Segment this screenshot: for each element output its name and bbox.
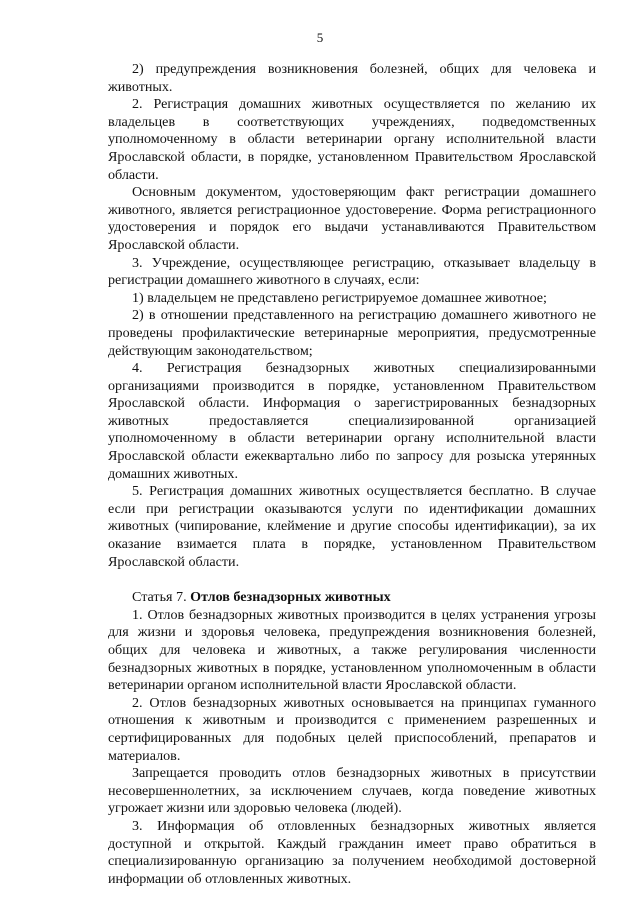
paragraph: Основным документом, удостоверяющим факт регистрации домашнего животного, является регистрационное удостоверение. Форма регистрационного удостоверения и порядок его выдачи устанавливаются Правительством Ярославской области. <box>108 184 596 253</box>
paragraph: 5. Регистрация домашних животных осуществляется бесплатно. В случае если при регистрации оказываются услуги по идентификации домашних животных (чипирование, клеймение и другие способы идентификации), за их оказание взимается плата в порядке, установленном Правительством Ярославской области. <box>108 483 596 570</box>
article-heading <box>108 589 596 607</box>
article-label: Статья 7. <box>132 589 187 606</box>
paragraph: 2) предупреждения возникновения болезней, общих для человека и животных. <box>108 61 596 95</box>
paragraph: Запрещается проводить отлов безнадзорных животных в присутствии несовершеннолетних, за исключением случаев, когда поведение животных угрожает жизни или здоровью человека (людей). <box>108 765 596 817</box>
paragraph: 3. Учреждение, осуществляющее регистрацию, отказывает владельцу в регистрации домашнего животного в случаях, если: <box>108 254 596 289</box>
paragraph: 4. Регистрация безнадзорных животных специализированными организациями производится в порядке, установленном Правительством Ярославской области. Информация о зарегистрированных безнадзорных животных предоставляется специализированной организацией уполномоченному в области ветеринарии органу исполнительной власти Ярославской области ежеквартально либо по запросу для розыска утерянных домашних животных. <box>108 360 596 482</box>
paragraph: 3. Информация об отловленных безнадзорных животных является доступной и открытой. Каждый гражданин имеет право обратиться в специализированную организацию за получением необходимой достоверной информации об отловленных животных. <box>108 817 596 887</box>
paragraph: 1) владельцем не представлено регистрируемое домашнее животное; <box>132 289 547 306</box>
paragraph: 1. Отлов безнадзорных животных производится в целях устранения угрозы для жизни и здоровья человека, предупреждения возникновения болезней, общих для человека и животных, а также регулирования численности безнадзорных животных в порядке, установленном уполномоченным в области ветеринарии органом исполнительной власти Ярославской области. <box>108 606 596 694</box>
page-number: 5 <box>316 30 324 45</box>
article-title: Отлов безнадзорных животных <box>190 589 391 606</box>
section-spacer <box>108 571 596 589</box>
paragraph: 2. Отлов безнадзорных животных основывается на принципах гуманного отношения к животным и производится с применением разрешенных и сертифицированных для подобных целей приспособлений, препаратов и материалов. <box>108 694 596 764</box>
paragraph: 2. Регистрация домашних животных осуществляется по желанию их владельцев в соответствующих учреждениях, подведомственных уполномоченному в области ветеринарии органу исполнительной власти Ярославской области, в порядке, установленном Правительством Ярославской области. <box>108 96 596 183</box>
document-body <box>108 61 596 888</box>
paragraph: 2) в отношении представленного на регистрацию домашнего животного не проведены профилактические ветеринарные мероприятия, предусмотренные действующим законодательством; <box>108 307 596 359</box>
